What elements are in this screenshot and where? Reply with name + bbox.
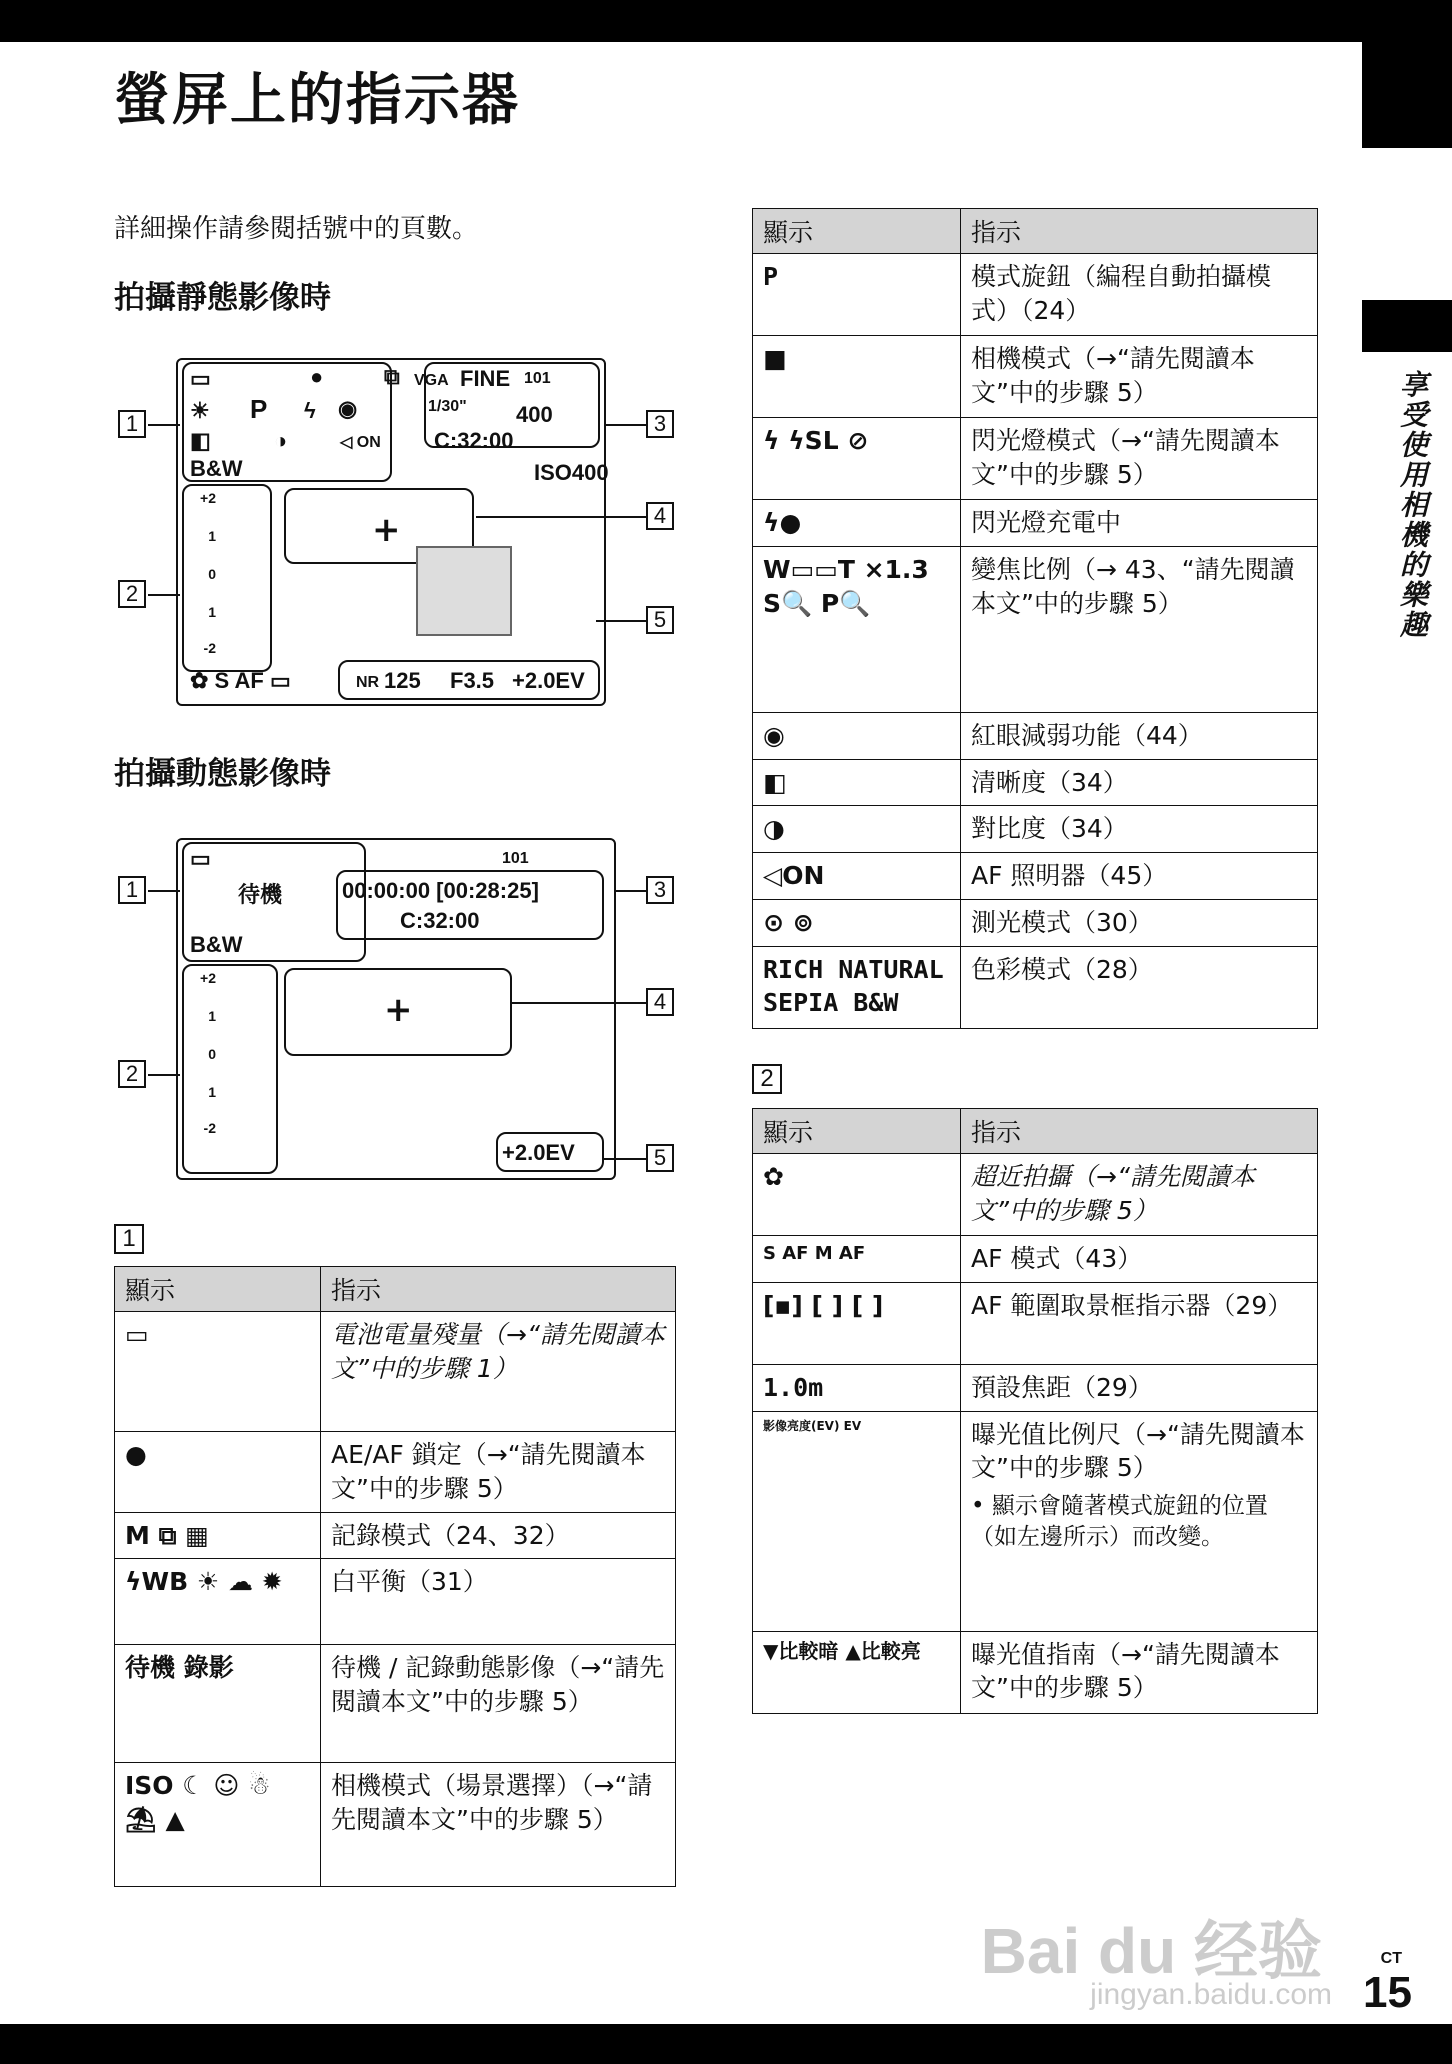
movie-battery-icon: ▭ <box>190 846 211 871</box>
aperture: F3.5 <box>450 668 495 693</box>
selftimer-text: C:32:00 <box>434 428 514 453</box>
diagram-still-label-5: 5 <box>646 606 674 634</box>
movie-selftimer-text: C:32:00 <box>400 908 480 933</box>
af-lock-icon: ● <box>310 364 324 389</box>
battery-icon: ▭ <box>190 366 211 391</box>
watermark-url: jingyan.baidu.com <box>1090 1978 1332 2011</box>
corner-tab <box>1362 42 1452 148</box>
ev-value: +2.0EV <box>512 668 585 693</box>
section-movie-heading: 拍攝動態影像時 <box>114 756 331 792</box>
remaining-text: 400 <box>516 402 553 427</box>
movie-standby-text: 待機 <box>238 882 283 907</box>
diagram-movie-label-4: 4 <box>646 988 674 1016</box>
table-row: ■ 相機模式（→“請先閱讀本文”中的步驟 5） <box>753 336 1318 418</box>
table-row: W▭▭T ×1.3 S🔍 P🔍 變焦比例（→ 43、“請先閱讀本文”中的步驟 5） <box>753 546 1318 712</box>
page-title: 螢屏上的指示器 <box>114 68 520 133</box>
diagram-movie-label-1: 1 <box>118 876 146 904</box>
table-header-row: 顯示 指示 <box>115 1267 676 1312</box>
bottom-bar <box>0 2024 1452 2064</box>
table-row: ◑ 對比度（34） <box>753 806 1318 853</box>
table-row: ◧ 清晰度（34） <box>753 759 1318 806</box>
diagram-still-label-4: 4 <box>646 502 674 530</box>
table-row: RICH NATURAL SEPIA B&W 色彩模式（28） <box>753 946 1318 1028</box>
diagram-still-label-3: 3 <box>646 410 674 438</box>
color-mode-text: B&W <box>190 456 243 481</box>
top-bar <box>0 0 1452 42</box>
movie-time-text: 00:00:00 [00:28:25] <box>342 878 539 903</box>
table2-section-label: 2 <box>752 1064 782 1094</box>
table-row: ϟWB ☀ ☁ ✹ 白平衡（31） <box>115 1559 676 1645</box>
histogram <box>416 546 512 636</box>
table1 <box>114 1266 676 1887</box>
diagram-still-label-1: 1 <box>118 410 146 438</box>
page-number: 15 <box>1363 1968 1412 2017</box>
diagram-still-label-2: 2 <box>118 580 146 608</box>
table-row: ϟ● 閃光燈充電中 <box>753 500 1318 547</box>
side-title: 享受使用相機的樂趣 <box>1396 370 1429 640</box>
table2 <box>752 1108 1318 1714</box>
movie-ev-scale: +2 1 0 1 -2 <box>200 970 216 1136</box>
diagram-movie-label-5: 5 <box>646 1144 674 1172</box>
table1-section-label: 1 <box>114 1224 144 1254</box>
redeye-icon: ◉ <box>338 396 358 421</box>
table-row: ◁ON AF 照明器（45） <box>753 853 1318 900</box>
table-row: ▼比較暗 ▲比較亮 曝光值指南（→“請先閱讀本文”中的步驟 5） <box>753 1631 1318 1713</box>
movie-ev-value: +2.0EV <box>502 1140 575 1165</box>
page-code: CT <box>1380 1950 1402 1967</box>
table-row: 影像亮度(EV) EV 曝光值比例尺（→“請先閱讀本文”中的步驟 5） • 顯示會隨著模式旋鈕的位置（如左邊所示）而改變。 <box>753 1411 1318 1631</box>
intro-text: 詳細操作請參閱括號中的頁數。 <box>114 214 479 244</box>
macro-af-indicators: ✿ S AF ▭ <box>190 668 291 693</box>
section-still-heading: 拍攝靜態影像時 <box>114 280 331 316</box>
watermark-logo: Bai du 经验 <box>980 1915 1322 1987</box>
movie-color-mode: B&W <box>190 932 243 957</box>
exposure-scale-desc: 曝光值比例尺（→“請先閱讀本文”中的步驟 5） <box>971 1419 1305 1483</box>
quality-text: FINE <box>460 366 511 391</box>
mode-p: P <box>250 394 268 424</box>
table-row: 1.0m 預設焦距（29） <box>753 1364 1318 1411</box>
side-tab <box>1362 300 1452 352</box>
table-row: P 模式旋鈕（編程自動拍攝模式）（24） <box>753 254 1318 336</box>
table-row: M ⧉ ▦ 記錄模式（24、32） <box>115 1512 676 1559</box>
table-row: ▭ 電池電量殘量（→“請先閱讀本文”中的步驟 1） <box>115 1312 676 1432</box>
table-row: ✿ 超近拍攝（→“請先閱讀本文”中的步驟 5） <box>753 1154 1318 1236</box>
table-row: ISO ☾ ☺ ☃ ⛱ ▲ 相機模式（場景選擇）（→“請先閱讀本文”中的步驟 5） <box>115 1763 676 1887</box>
table-row: S AF M AF AF 模式（43） <box>753 1236 1318 1283</box>
diagram-movie-label-3: 3 <box>646 876 674 904</box>
ev-scale: +2 1 0 1 -2 <box>200 490 216 656</box>
af-illuminator-icon: ◁ ON <box>340 434 381 451</box>
still-screen-diagram <box>176 358 609 706</box>
exposure-scale-note: • 顯示會隨著模式旋鈕的位置（如左邊所示）而改變。 <box>971 1493 1268 1551</box>
table-header-row: 顯示 指示 <box>753 209 1318 254</box>
wb-icon: ☀ <box>190 398 210 423</box>
table-right <box>752 208 1318 1029</box>
table-row: [▪] [ ] [ ] AF 範圍取景框指示器（29） <box>753 1282 1318 1364</box>
flash-icon: ϟ <box>304 398 316 423</box>
diagram-movie-label-2: 2 <box>118 1060 146 1088</box>
vga-icon: VGA <box>414 372 449 389</box>
table-row: 待機 錄影 待機 / 記錄動態影像（→“請先閱讀本文”中的步驟 5） <box>115 1645 676 1763</box>
nr-icon: NR <box>356 674 380 691</box>
table-row: ● AE/AF 鎖定（→“請先閱讀本文”中的步驟 5） <box>115 1432 676 1513</box>
table-row: ⊙ ⊚ 測光模式（30） <box>753 899 1318 946</box>
shutter-text: 1/30" <box>428 398 467 415</box>
movie-crosshair: + <box>384 990 413 1030</box>
movie-screen-diagram <box>176 838 616 1180</box>
sharpness-icon: ◧ <box>190 428 211 453</box>
shutter-speed: 125 <box>384 668 421 693</box>
movie-folder-icon: 101 <box>502 850 529 867</box>
center-crosshair: + <box>372 510 401 550</box>
contrast-icon: ◑ <box>274 428 288 453</box>
table-row: ϟ ϟSL ⊘ 閃光燈模式（→“請先閱讀本文”中的步驟 5） <box>753 418 1318 500</box>
table-row: ◉ 紅眼減弱功能（44） <box>753 712 1318 759</box>
folder-icon: 101 <box>524 370 551 387</box>
table-header-row: 顯示 指示 <box>753 1109 1318 1154</box>
rec-mode-icon: ⧉ <box>384 364 400 389</box>
iso-text: ISO400 <box>534 460 609 485</box>
